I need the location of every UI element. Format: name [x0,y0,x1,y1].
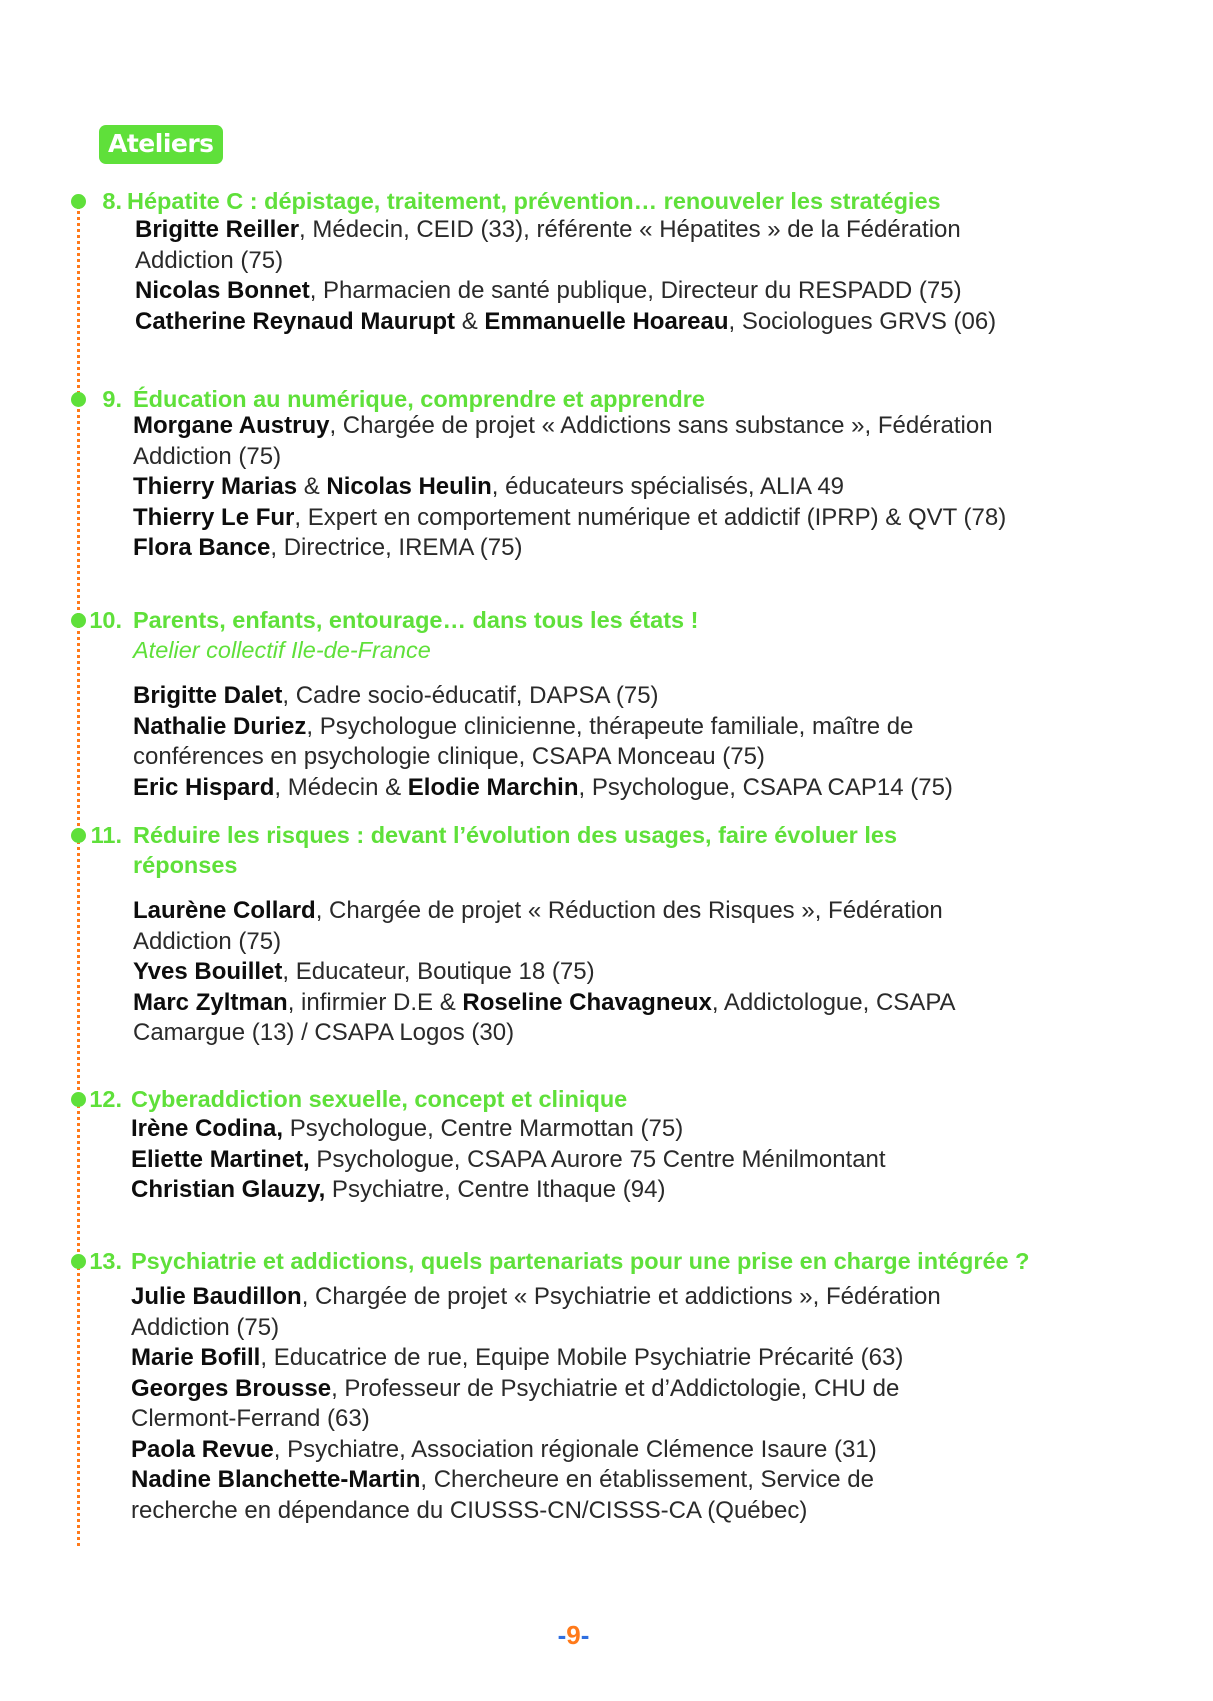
speaker-role: , Chargée de projet « Psychiatrie et addictions », Fédération [301,1283,941,1310]
speaker-list [133,411,1006,564]
speaker-line [133,442,1006,473]
speaker-name: Eliette Martinet, [131,1145,310,1173]
speaker-role: Psychiatre, Centre Ithaque (94) [325,1176,666,1203]
speaker-list [135,215,996,337]
speaker-name: Catherine Reynaud Maurupt [135,307,456,335]
speaker-line [131,1282,941,1313]
speaker-line [135,307,996,338]
speaker-name: Nathalie Duriez [133,712,307,740]
speaker-name: Thierry Le Fur [133,503,295,531]
speaker-role: , Addictologue, CSAPA [711,988,956,1016]
speaker-name: Nadine Blanchette-Martin [131,1466,421,1493]
workshop-title: Parents, enfants, entourage… dans tous les états ! [133,607,699,633]
workshop-title: Psychiatrie et addictions, quels partenariats pour une prise en charge intégrée ? [131,1248,1030,1274]
speaker-list [133,896,956,1049]
page-number-dash-right: - [580,1620,590,1650]
speaker-line [131,1465,941,1496]
speaker-line [131,1496,941,1527]
speaker-line [133,1018,956,1049]
page-number-value: 9 [566,1620,581,1650]
speaker-list [131,1282,941,1526]
speaker-name: Brigitte Dalet [133,682,283,709]
speaker-role: , Médecin & [274,773,408,801]
speaker-role: , infirmier D.E & [287,988,463,1016]
speaker-name: Yves Bouillet [133,958,283,985]
speaker-name: Eric Hispard [133,773,275,801]
speaker-line [133,742,953,773]
speaker-line [135,246,996,277]
workshop-title: Réduire les risques : devant l’évolution des usages, faire évoluer les [133,822,898,848]
speaker-role: , Médecin, CEID (33), référente « Hépatites » de la Fédération [299,216,961,243]
workshop-number: 8. [102,188,122,214]
speaker-line [133,681,953,712]
speaker-role: , Cadre socio-éducatif, DAPSA (75) [282,682,659,709]
speaker-name: Marc Zyltman [133,988,288,1016]
speaker-role: , Sociologues GRVS (06) [728,307,997,335]
speaker-role: & [297,473,327,500]
workshop-number: 9. [102,386,122,412]
speaker-name: Brigitte Reiller [135,216,300,243]
speaker-role: Psychologue, Centre Marmottan (75) [283,1115,684,1142]
speaker-line [133,896,956,927]
speaker-role: & [455,307,485,335]
speaker-line [133,927,956,958]
speaker-line [131,1374,941,1405]
speaker-role: , Expert en comportement numérique et addictif (IPRP) & QVT (78) [294,503,1007,531]
speaker-name: Paola Revue [131,1435,274,1463]
speaker-name: Christian Glauzy, [131,1176,326,1203]
speaker-line [131,1435,941,1466]
speaker-line [133,472,1006,503]
speaker-role: , Chercheure en établissement, Service de [420,1466,874,1493]
speaker-role: Psychologue, CSAPA Aurore 75 Centre Ménilmontant [309,1145,886,1173]
speaker-role: recherche en dépendance du CIUSSS-CN/CISSS-CA (Québec) [131,1496,808,1524]
workshop-title: Cyberaddiction sexuelle, concept et clinique [131,1086,628,1112]
workshop-title: Hépatite C : dépistage, traitement, prévention… renouveler les stratégies [127,188,941,214]
speaker-name: Irène Codina, [131,1115,284,1142]
speaker-line [131,1145,886,1176]
speaker-line [131,1175,886,1206]
speaker-list [131,1114,886,1206]
speaker-role: , Psychologue clinicienne, thérapeute familiale, maître de [306,712,914,740]
speaker-line [135,276,996,307]
speaker-role: , Professeur de Psychiatrie et d’Addictologie, CHU de [331,1374,900,1402]
speaker-line [135,215,996,246]
speaker-line [131,1404,941,1435]
speaker-role: , Chargée de projet « Addictions sans substance », Fédération [329,412,993,439]
speaker-line [133,957,956,988]
speaker-role: , Educateur, Boutique 18 (75) [282,958,595,985]
workshop-subtitle: Atelier collectif Ile-de-France [133,637,431,663]
speaker-role: , Psychiatre, Association régionale Clémence Isaure (31) [273,1435,877,1463]
workshop-number: 12. [89,1086,122,1112]
speaker-line [133,988,956,1019]
speaker-list [133,681,953,803]
speaker-line [133,533,1006,564]
speaker-name: Elodie Marchin [407,773,579,801]
workshop-title: Éducation au numérique, comprendre et apprendre [133,386,705,412]
section-badge: Ateliers [99,125,223,164]
speaker-line [131,1313,941,1344]
speaker-name: Marie Bofill [131,1344,261,1371]
speaker-name: Morgane Austruy [133,412,330,439]
speaker-name: Flora Bance [133,534,271,561]
speaker-line [133,712,953,743]
page-number-dash-left: - [557,1620,567,1650]
speaker-role: Addiction (75) [133,442,282,470]
page-number [0,1620,1147,1651]
speaker-role: Addiction (75) [135,246,284,274]
speaker-name: Georges Brousse [131,1374,332,1402]
speaker-name: Thierry Marias [133,473,298,500]
speaker-role: conférences en psychologie clinique, CSAPA Monceau (75) [133,743,765,770]
workshop-number: 11. [90,822,122,848]
speaker-role: Addiction (75) [133,927,282,955]
speaker-name: Laurène Collard [133,897,316,924]
workshop-number: 13. [89,1248,122,1274]
speaker-role: , Psychologue, CSAPA CAP14 (75) [578,773,953,801]
workshop-number: 10. [89,607,122,633]
speaker-role: , éducateurs spécialisés, ALIA 49 [491,473,845,500]
speaker-name: Roseline Chavagneux [462,988,712,1016]
speaker-line [131,1343,941,1374]
workshop-title-continued: réponses [133,852,238,878]
speaker-role: , Pharmacien de santé publique, Directeur du RESPADD (75) [309,277,962,304]
speaker-role: Clermont-Ferrand (63) [131,1405,370,1432]
speaker-role: Camargue (13) / CSAPA Logos (30) [133,1019,515,1046]
speaker-line [133,411,1006,442]
speaker-line [133,773,953,804]
speaker-name: Nicolas Bonnet [135,277,310,304]
speaker-name: Julie Baudillon [131,1283,302,1310]
speaker-name: Nicolas Heulin [326,473,492,500]
speaker-role: , Directrice, IREMA (75) [270,534,523,561]
speaker-line [133,503,1006,534]
speaker-role: , Educatrice de rue, Equipe Mobile Psychiatrie Précarité (63) [260,1344,904,1371]
speaker-role: Addiction (75) [131,1313,280,1341]
speaker-role: , Chargée de projet « Réduction des Risques », Fédération [315,897,943,924]
speaker-name: Emmanuelle Hoareau [484,307,729,335]
speaker-line [131,1114,886,1145]
